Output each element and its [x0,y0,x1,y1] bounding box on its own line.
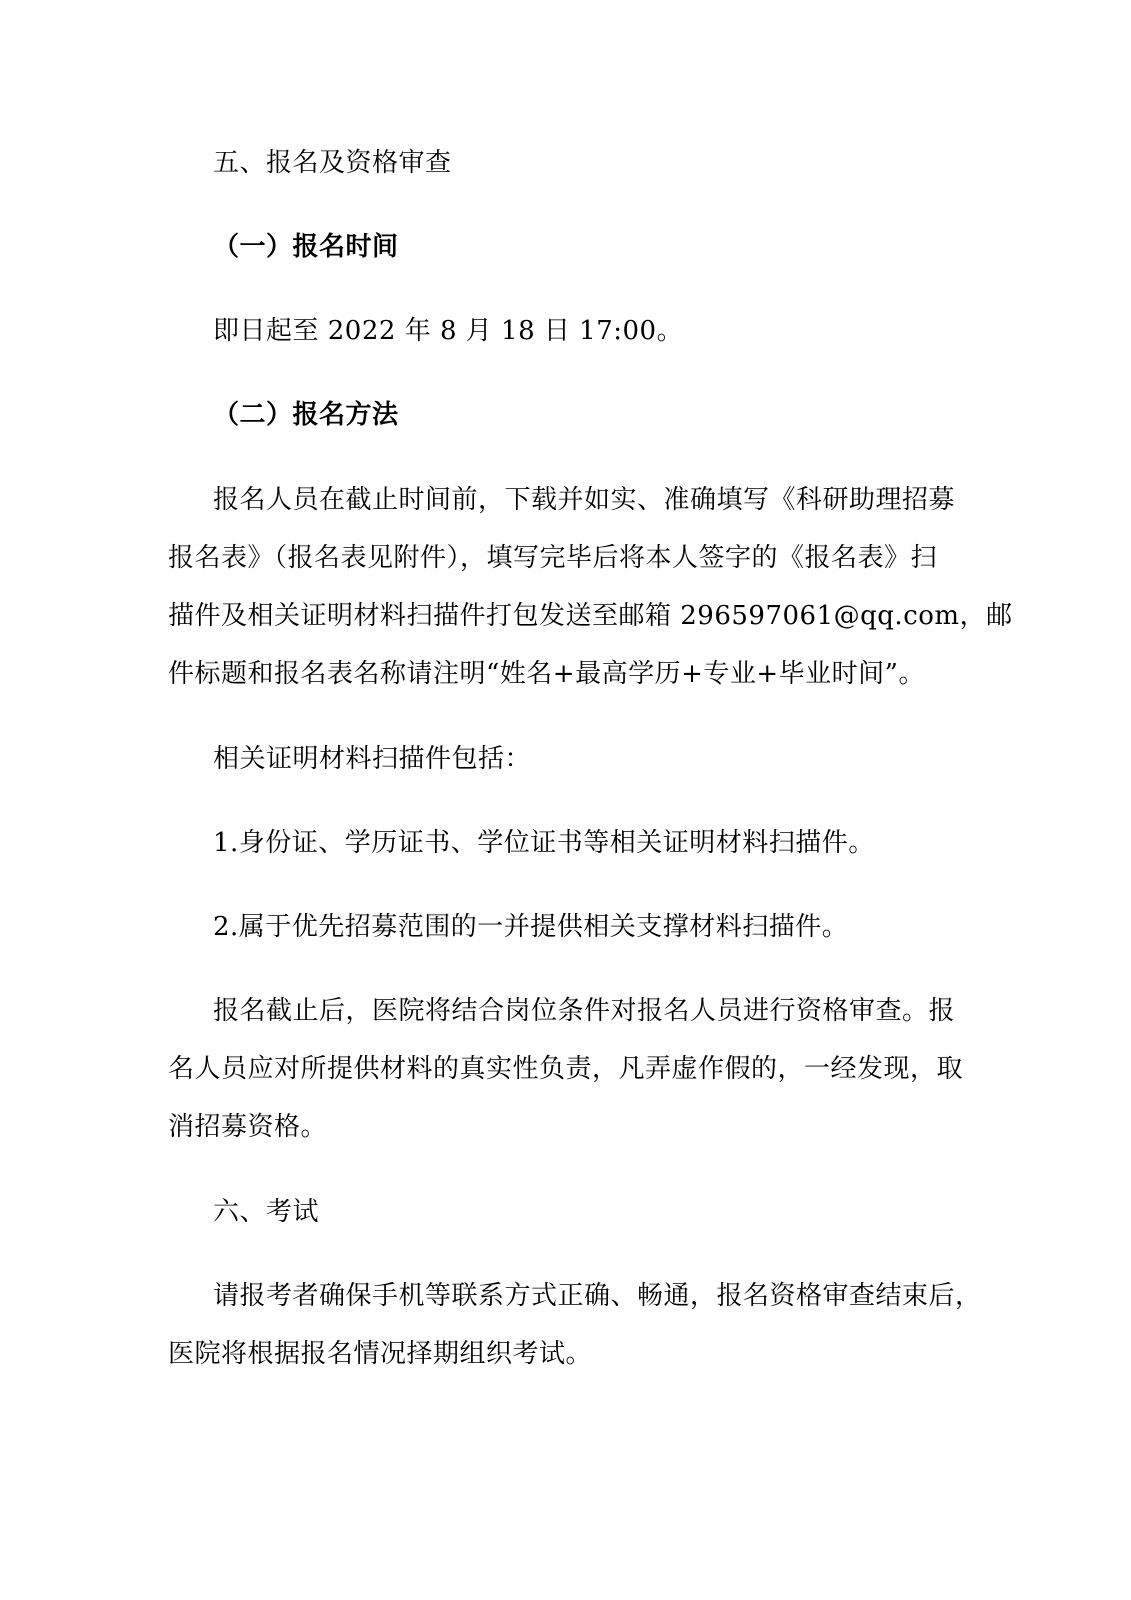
materials-intro: 相关证明材料扫描件包括： [213,744,532,774]
exam-paragraph-line-2: 医院将根据报名情况择期组织考试。 [168,1339,593,1369]
review-paragraph-line-2: 名人员应对所提供材料的真实性负责，凡弄虚作假的，一经发现，取 [168,1054,964,1084]
registration-time-text: 即日起至 2022 年 8 月 18 日 17:00。 [213,316,684,346]
method-paragraph-line-3: 描件及相关证明材料扫描件打包发送至邮箱 296597061@qq.com，邮 [168,601,1013,631]
subsection-2-heading: （二）报名方法 [213,400,399,430]
review-paragraph-line-3: 消招募资格。 [168,1112,328,1142]
materials-item-2: 2.属于优先招募范围的一并提供相关支撑材料扫描件。 [213,912,849,942]
section-6-heading: 六、考试 [213,1197,320,1227]
section-5-heading: 五、报名及资格审查 [213,148,452,178]
exam-paragraph-line-1: 请报考者确保手机等联系方式正确、畅通，报名资格审查结束后， [213,1281,982,1311]
method-paragraph-line-1: 报名人员在截止时间前，下载并如实、准确填写《科研助理招募 [213,485,956,515]
subsection-1-heading: （一）报名时间 [213,232,399,262]
materials-item-1: 1.身份证、学历证书、学位证书等相关证明材料扫描件。 [213,828,875,858]
method-paragraph-line-4: 件标题和报名表名称请注明“姓名+最高学历+专业+毕业时间”。 [168,659,925,689]
review-paragraph-line-1: 报名截止后，医院将结合岗位条件对报名人员进行资格审查。报 [213,996,956,1026]
method-paragraph-line-2: 报名表》（报名表见附件），填写完毕后将本人签字的《报名表》扫 [168,543,938,573]
